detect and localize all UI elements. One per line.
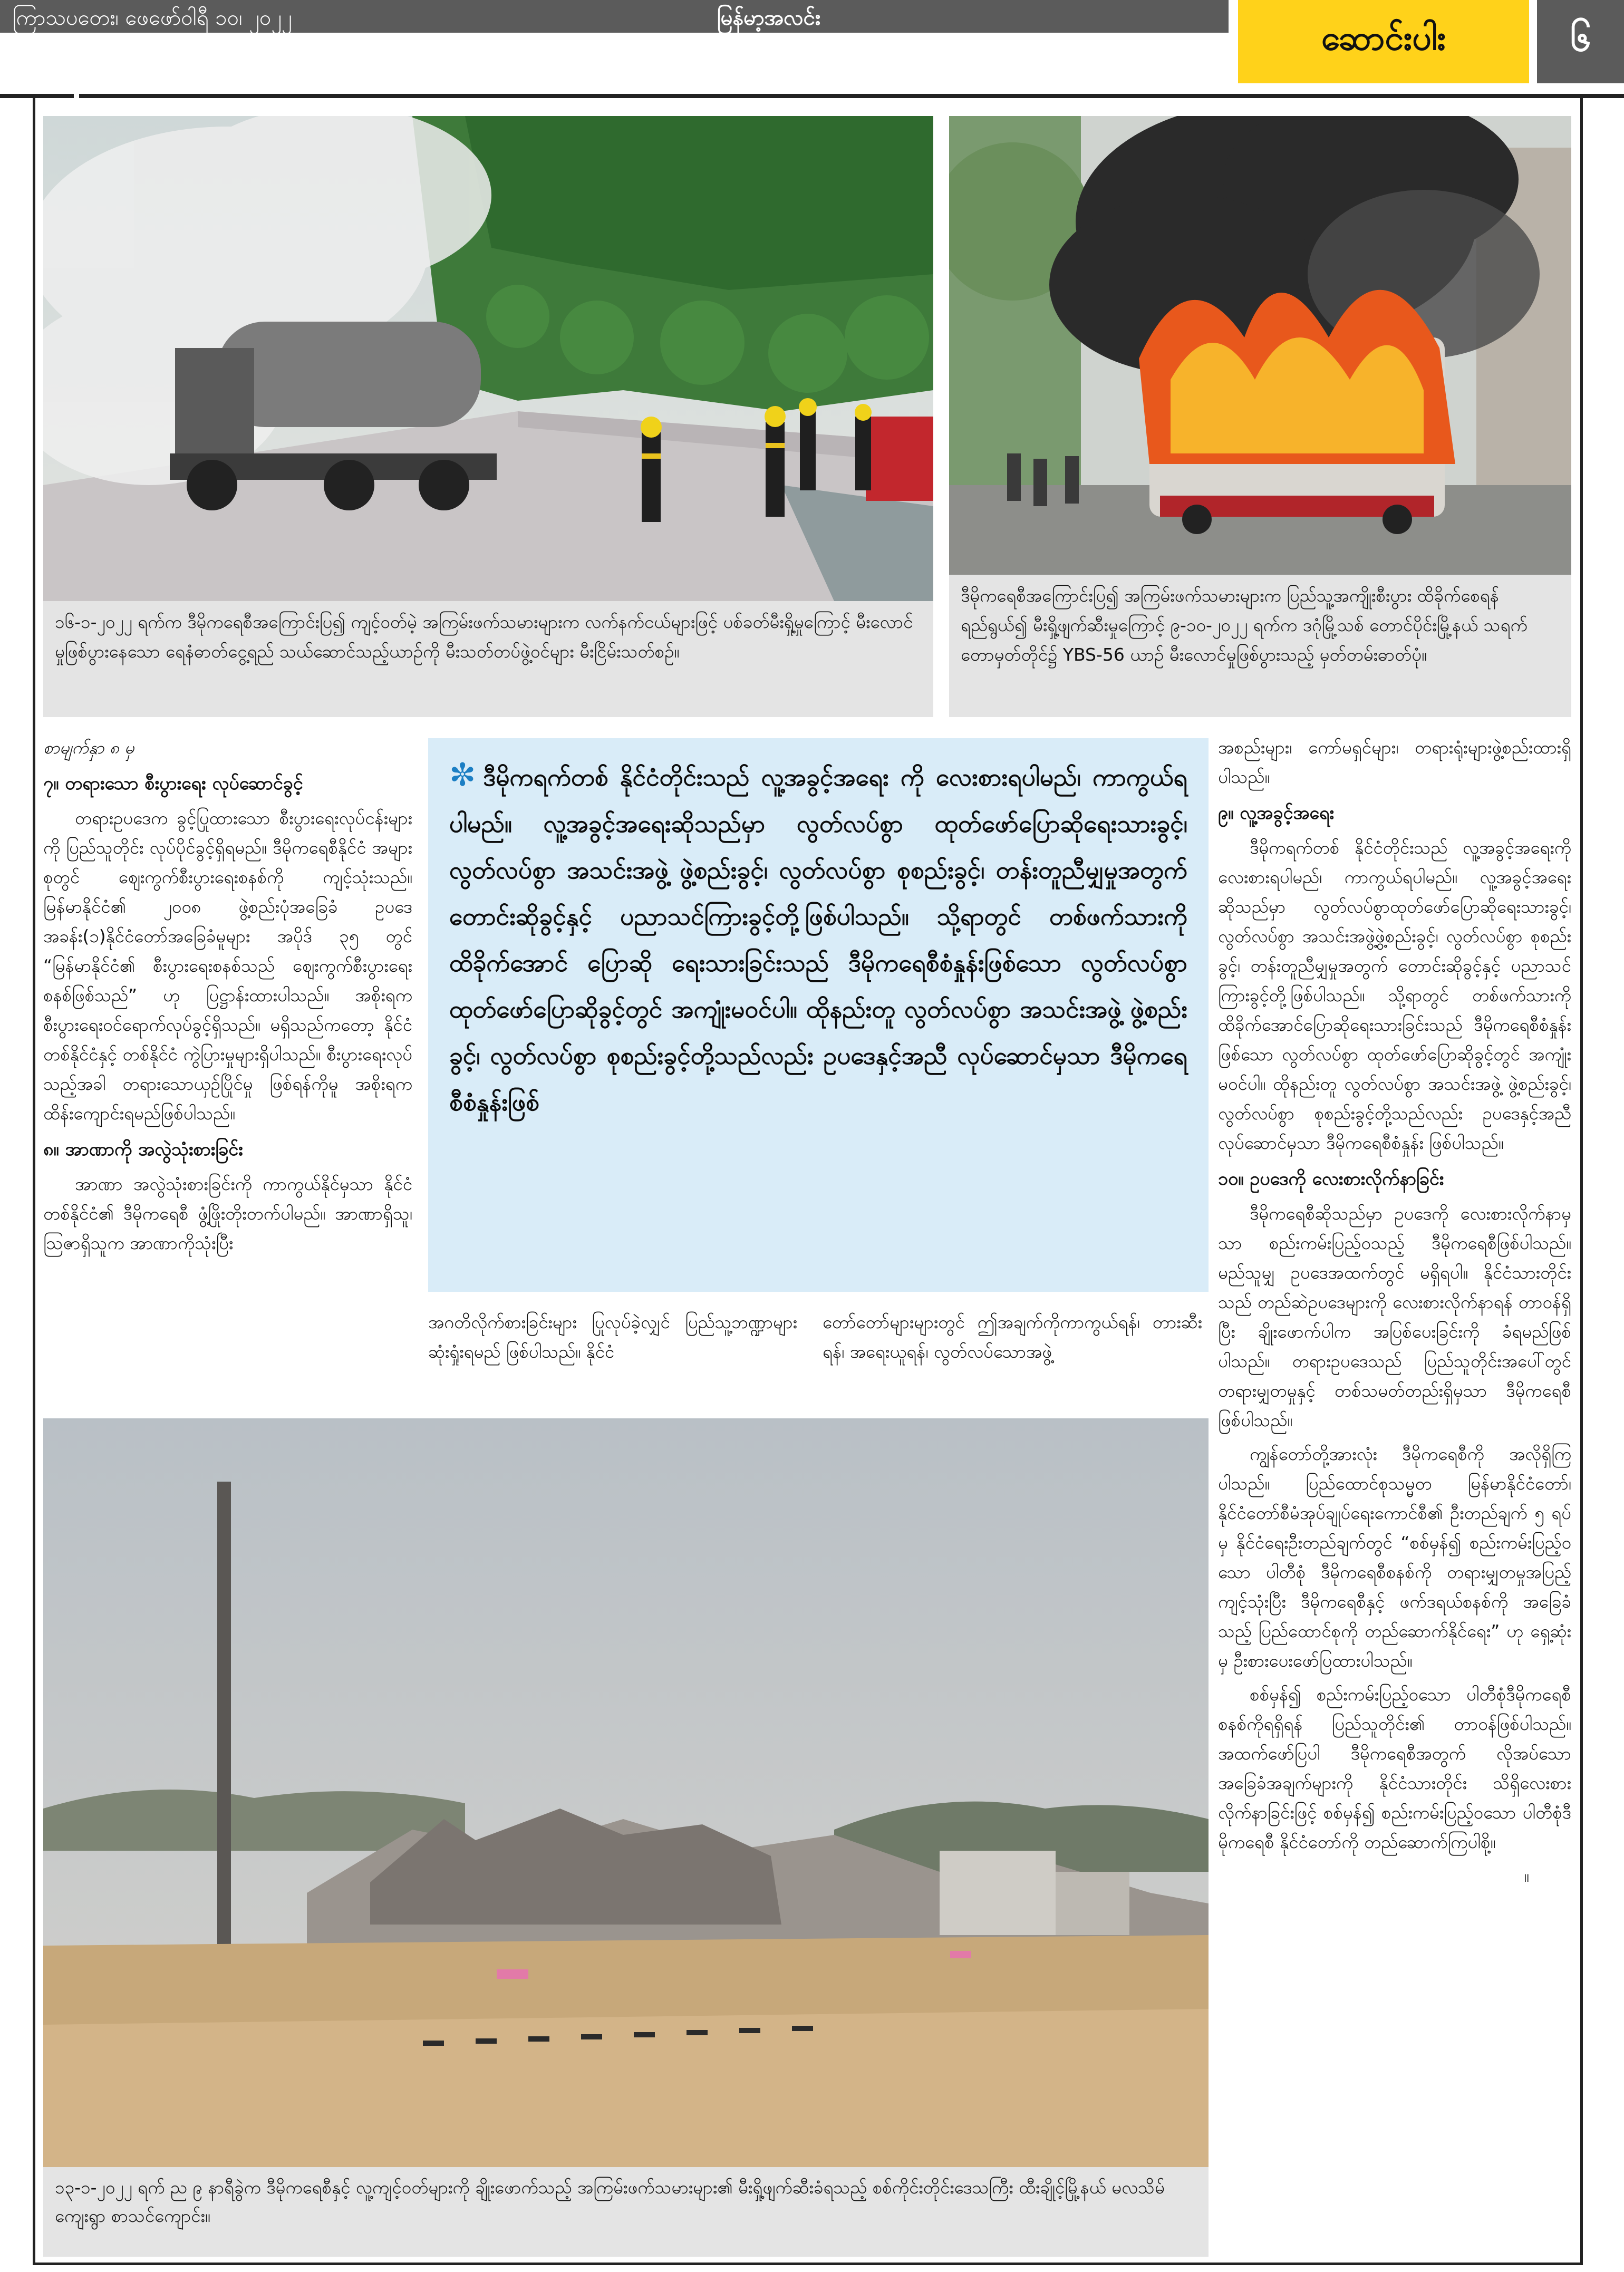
tanker-fire-photo [43, 116, 933, 601]
middle-column-2 [823, 1308, 1202, 1403]
paragraph-rule-of-law: ဒီမိုကရေစီဆိုသည်မှာ ဥပဒေကို လေးစားလိုက်နာမှသာ စည်းကမ်းပြည့်ဝသည့် ဒီမိုကရေစီဖြစ်ပါသည်။ မည်သူမျှ ဥပဒေအထက်တွင် မရှိရပါ။ နိုင်ငံသားတိုင်းသည် တည်ဆဲဥပဒေများကို လေးစားလိုက်နာရန် တာဝန်ရှိပြီး ချိုးဖောက်ပါက အပြစ်ပေးခြင်းကို ခံရမည်ဖြစ်ပါသည်။ တရားဥပဒေသည် ပြည်သူတိုင်းအပေါ်တွင် တရားမျှတမှုနှင့် တစ်သမတ်တည်းရှိမှသာ ဒီမိုကရေစီ ဖြစ်ပါသည်။ [1218, 1203, 1571, 1430]
paragraph-corruption: အဂတိလိုက်စားခြင်းများ ပြုလုပ်ခဲ့လျှင် ပြည်သူ့ဘဏ္ဍာများဆုံးရှုံးရမည် ဖြစ်ပါသည်။ နိုင်ငံ [428, 1312, 797, 1362]
pull-quote [428, 738, 1209, 1292]
heading-rule-of-law: ၁၀။ ဥပဒေကို လေးစားလိုက်နာခြင်း [1218, 1168, 1444, 1190]
bus-photo-caption: ဒီမိုကရေစီအကြောင်းပြ၍ အကြမ်းဖက်သမားများက ပြည်သူ့အကျိုးစီးပွား ထိခိုက်စေရန် ရည်ရွယ်၍ မီးရှို့ဖျက်ဆီးမှုကြောင့် ၉-၁၀-၂၀၂၂ ရက်က ဒဂုံမြို့သစ် တောင်ပိုင်းမြို့နယ် သရက်တောမှတ်တိုင်၌ YBS-56 ယာဉ် မီးလောင်မှုဖြစ်ပွားသည့် မှတ်တမ်းဓာတ်ပုံ။ [949, 575, 1571, 717]
page-number: ၆ [1537, 0, 1624, 83]
school-photo-caption: ၁၃-၁-၂၀၂၂ ရက် ည ၉ နာရီခွဲက ဒီမိုကရေစီနှင့် လူ့ကျင့်ဝတ်များကို ချိုးဖောက်သည့် အကြမ်းဖက်သမားများ၏ မီးရှို့ဖျက်ဆီးခံရသည့် စစ်ကိုင်းတိုင်းဒေသကြီး ထီးချိုင့်မြို့နယ် မလသိမ်ကျေးရွာ စာသင်ကျောင်း။ [43, 2167, 1209, 2257]
paragraph-oversight: တော်တော်များများတွင် ဤအချက်ကိုကာကွယ်ရန်၊ တားဆီးရန်၊ အရေးယူရန်၊ လွတ်လပ်သောအဖွဲ့ [823, 1312, 1202, 1362]
continued-from-note: စာမျက်နှာ ၈ မှ [43, 738, 134, 758]
destroyed-school-photo [43, 1418, 1209, 2167]
pull-quote-text: ဒီမိုကရက်တစ် နိုင်ငံတိုင်းသည် လူ့အခွင့်အရေး ကို လေးစားရပါမည်၊ ကာကွယ်ရပါမည်။ လူ့အခွင့်အရေးဆိုသည်မှာ လွတ်လပ်စွာ ထုတ်ဖော်ပြောဆိုရေးသားခွင့်၊ လွတ်လပ်စွာ အသင်းအဖွဲ့ ဖွဲ့စည်းခွင့်၊ လွတ်လပ်စွာ စုစည်းခွင့်၊ တန်းတူညီမျှမှုအတွက် တောင်းဆိုခွင့်နှင့် ပညာသင်ကြားခွင့်တို့ဖြစ်ပါသည်။ သို့ရာတွင် တစ်ဖက်သားကို ထိခိုက်အောင် ပြောဆို ရေးသားခြင်းသည် ဒီမိုကရေစီစံနှုန်းဖြစ်သော လွတ်လပ်စွာ ထုတ်ဖော်ပြောဆိုခွင့်တွင် အကျုံးမဝင်ပါ။ ထိုနည်းတူ လွတ်လပ်စွာ အသင်းအဖွဲ့ ဖွဲ့စည်းခွင့်၊ လွတ်လပ်စွာ စုစည်းခွင့်တို့သည်လည်း ဥပဒေနှင့်အညီ လုပ်ဆောင်မှသာ ဒီမိုကရေစီစံနှုန်းဖြစ် [449, 763, 1187, 1116]
newspaper-name: မြန်မာ့အလင်း [717, 6, 821, 30]
middle-column-1 [428, 1308, 797, 1403]
heading-human-rights: ၉။ လူ့အခွင့်အရေး [1218, 803, 1335, 824]
tanker-photo-caption: ၁၆-၁-၂၀၂၂ ရက်က ဒီမိုကရေစီအကြောင်းပြ၍ ကျင့်ဝတ်မဲ့ အကြမ်းဖက်သမားများက လက်နက်ငယ်များဖြင့် ပစ်ခတ်မီးရှို့မှုကြောင့် မီးလောင်မှုဖြစ်ပွားနေသော ရေနံဓာတ်ငွေ့ရည် သယ်ဆောင်သည့်ယာဉ်ကို မီးသတ်တပ်ဖွဲ့ဝင်များ မီးငြိမ်းသတ်စဉ်။ [43, 601, 933, 717]
paragraph-conclusion: စစ်မှန်၍ စည်းကမ်းပြည့်ဝသော ပါတီစုံဒီမိုကရေစီစနစ်ကိုရရှိရန် ပြည်သူတိုင်း၏ တာဝန်ဖြစ်ပါသည်။ အထက်ဖော်ပြပါ ဒီမိုကရေစီအတွက် လိုအပ်သော အခြေခံအချက်များကို နိုင်ငံသားတိုင်း သိရှိလေးစားလိုက်နာခြင်းဖြင့် စစ်မှန်၍ စည်းကမ်းပြည့်ဝသော ပါတီစုံဒီမိုကရေစီ နိုင်ငံတော်ကို တည်ဆောက်ကြပါစို့။ [1218, 1684, 1571, 1852]
end-mark: ။ [1524, 1865, 1529, 1886]
right-column [1218, 733, 1571, 2251]
paragraph-intro: အစည်းများ၊ ကော်မရှင်များ၊ တရားရုံးများဖွဲ့စည်းထားရှိပါသည်။ [1218, 737, 1571, 787]
issue-date: ကြာသပတေး၊ ဖေဖော်ဝါရီ ၁၀၊ ၂၀၂၂ [13, 6, 292, 30]
paragraph-abuse-of-power: အာဏာ အလွဲသုံးစားခြင်းကို ကာကွယ်နိုင်မှသာ နိုင်ငံတစ်နိုင်ငံ၏ ဒီမိုကရေစီ ဖွံ့ဖြိုးတိုးတက်ပါမည်။ အာဏာရှိသူ၊ သြဇာရှိသူက အာဏာကိုသုံးပြီး [43, 1174, 412, 1253]
section-label: ဆောင်းပါး [1238, 0, 1529, 83]
bus-fire-photo [949, 116, 1571, 575]
heading-abuse-of-power: ၈။ အာဏာကို အလွဲသုံးစားခြင်း [43, 1139, 243, 1160]
paragraph-national-goals: ကျွန်တော်တို့အားလုံး ဒီမိုကရေစီကို အလိုရှိကြပါသည်။ ပြည်ထောင်စုသမ္မတ မြန်မာနိုင်ငံတော်၊ နိုင်ငံတော်စီမံအုပ်ချုပ်ရေးကောင်စီ၏ ဦးတည်ချက် ၅ ရပ်မှ နိုင်ငံရေးဦးတည်ချက်တွင် “စစ်မှန်၍ စည်းကမ်းပြည့်ဝသော ပါတီစုံ ဒီမိုကရေစီစနစ်ကို တရားမျှတမှုအပြည့်ကျင့်သုံးပြီး ဒီမိုကရေစီနှင့် ဖက်ဒရယ်စနစ်ကို အခြေခံသည့် ပြည်ထောင်စုကို တည်ဆောက်နိုင်ရေး” ဟု ရှေ့ဆုံးမှ ဦးစားပေးဖော်ပြထားပါသည်။ [1218, 1444, 1571, 1671]
left-column [43, 733, 412, 1355]
paragraph-human-rights: ဒီမိုကရက်တစ် နိုင်ငံတိုင်းသည် လူ့အခွင့်အရေးကို လေးစားရပါမည်၊ ကာကွယ်ရပါမည်။ လူ့အခွင့်အရေးဆိုသည်မှာ လွတ်လပ်စွာထုတ်ဖော်ပြောဆိုရေးသားခွင့်၊ လွတ်လပ်စွာ အသင်းအဖွဲ့ဖွဲ့စည်းခွင့်၊ လွတ်လပ်စွာ စုစည်းခွင့်၊ တန်းတူညီမျှမှုအတွက် တောင်းဆိုခွင့်နှင့် ပညာသင်ကြားခွင့်တို့ဖြစ်ပါသည်။ သို့ရာတွင် တစ်ဖက်သားကို ထိခိုက်အောင်ပြောဆိုရေးသားခြင်းသည် ဒီမိုကရေစီစံနှုန်းဖြစ်သော လွတ်လပ်စွာ ထုတ်ဖော်ပြောဆိုခွင့်တွင် အကျုံးမဝင်ပါ။ ထိုနည်းတူ လွတ်လပ်စွာ အသင်းအဖွဲ့ ဖွဲ့စည်းခွင့်၊ လွတ်လပ်စွာ စုစည်းခွင့်တို့သည်လည်း ဥပဒေနှင့်အညီ လုပ်ဆောင်မှသာ ဒီမိုကရေစီစံနှုန်း ဖြစ်ပါသည်။ [1218, 837, 1571, 1153]
heading-fair-business: ၇။ တရားသော စီးပွားရေး လုပ်ဆောင်ခွင့် [43, 773, 303, 794]
header-rule [79, 94, 1624, 98]
asterisk-icon: ✼ [449, 757, 476, 794]
header-rule-left [0, 94, 74, 98]
paragraph-fair-business: တရားဥပဒေက ခွင့်ပြုထားသော စီးပွားရေးလုပ်ငန်းများကို ပြည်သူတိုင်း လုပ်ပိုင်ခွင့်ရှိရမည်။ ဒီမိုကရေစီနိုင်ငံ အများစုတွင် ဈေးကွက်စီးပွားရေးစနစ်ကို ကျင့်သုံးသည်။ မြန်မာနိုင်ငံ၏ ၂၀၀၈ ဖွဲ့စည်းပုံအခြေခံ ဥပဒေအခန်း(၁)နိုင်ငံတော်အခြေခံမူများ အပိုဒ် ၃၅ တွင် “မြန်မာနိုင်ငံ၏ စီးပွားရေးစနစ်သည် ဈေးကွက်စီးပွားရေးစနစ်ဖြစ်သည်” ဟု ပြဋ္ဌာန်းထားပါသည်။ အစိုးရက စီးပွားရေးဝင်ရောက်လုပ်ခွင့်ရှိသည်။ မရှိသည်ကတော့ နိုင်ငံတစ်နိုင်ငံနှင့် တစ်နိုင်ငံ ကွဲပြားမှုများရှိပါသည်။ စီးပွားရေးလုပ်သည့်အခါ တရားသောယှဉ်ပြိုင်မှု ဖြစ်ရန်ကိုမူ အစိုးရက ထိန်းကျောင်းရမည်ဖြစ်ပါသည်။ [43, 808, 412, 1124]
